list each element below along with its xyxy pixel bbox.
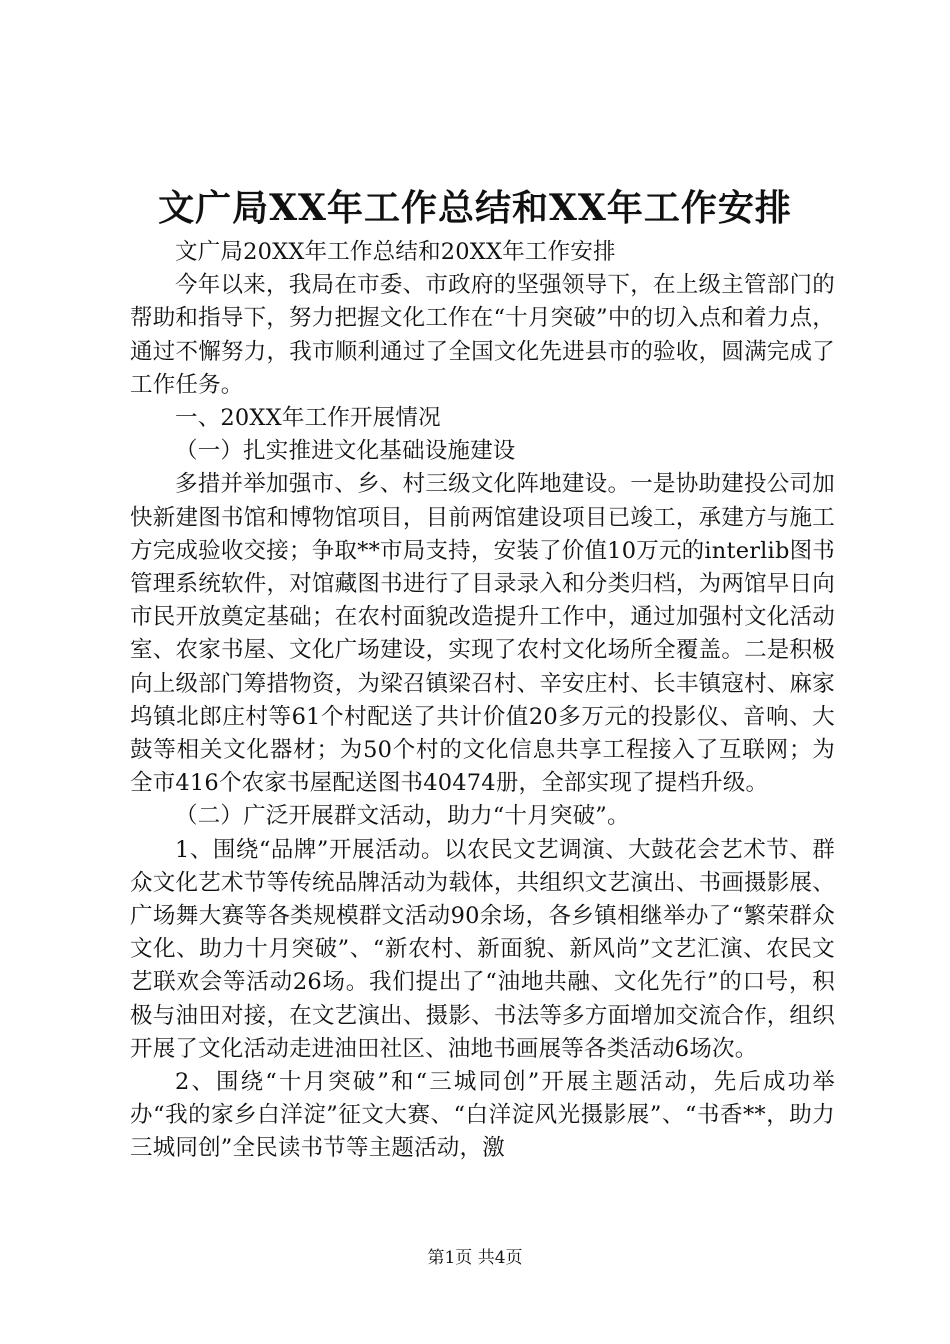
- subsection-heading-1: （一）扎实推进文化基础设施建设: [175, 438, 516, 465]
- document-body: [130, 236, 835, 1166]
- body-paragraph-infrastructure: 多措并举加强市、乡、村三级文化阵地建设。一是协助建投公司加快新建图书馆和博物馆项目，目前两馆建设项目已竣工，承建方与施工方完成验收交接；争取**市局支持，安装了价值10万元的interlib图书管理系统软件，对馆藏图书进行了目录录入和分类归档，为两馆早日向市民开放奠定基础；在农村面貌改造提升工作中，通过加强村文化活动室、农家书屋、文化广场建设，实现了农村文化场所全覆盖。二是积极向上级部门筹措物资，为梁召镇梁召村、辛安庄村、长丰镇寇村、麻家坞镇北郎庄村等61个村配送了共计价值20多万元的投影仪、音响、大鼓等相关文化器材；为50个村的文化信息共享工程接入了互联网；为全市416个农家书屋配送图书40474册，全部实现了提档升级。: [130, 471, 835, 797]
- subtitle-paragraph: 文广局20XX年工作总结和20XX年工作安排: [175, 239, 616, 265]
- page-footer: 第1页 共4页: [427, 1248, 523, 1268]
- document-title: 文广局XX年工作总结和XX年工作安排: [158, 187, 792, 229]
- body-paragraph-brand-activities: 1、围绕“品牌”开展活动。以农民文艺调演、大鼓花会艺术节、群众文化艺术节等传统品牌活动为载体，共组织文艺演出、书画摄影展、广场舞大赛等各类规模群文活动90余场，各乡镇相继举办了“繁荣群众文化、助力十月突破”、“新农村、新面貌、新风尚”文艺汇演、农民文艺联欢会等活动26场。我们提出了“油地共融、文化先行”的口号，积极与油田对接，在文艺演出、摄影、书法等多方面增加交流合作，组织开展了文化活动走进油田社区、油地书画展等各类活动6场次。: [130, 836, 835, 1062]
- body-paragraph-theme-activities: 2、围绕“十月突破”和“三城同创”开展主题活动，先后成功举办“我的家乡白洋淀”征文大赛、“白洋淀风光摄影展”、“书香**，助力三城同创”全民读书节等主题活动，激: [130, 1069, 835, 1162]
- intro-paragraph: 今年以来，我局在市委、市政府的坚强领导下，在上级主管部门的帮助和指导下，努力把握文化工作在“十月突破”中的切入点和着力点，通过不懈努力，我市顺利通过了全国文化先进县市的验收，圆满完成了工作任务。: [130, 272, 835, 398]
- subsection-heading-2: （二）广泛开展群文活动，助力“十月突破”。: [175, 803, 630, 830]
- section-heading-1: 一、20XX年工作开展情况: [175, 405, 441, 432]
